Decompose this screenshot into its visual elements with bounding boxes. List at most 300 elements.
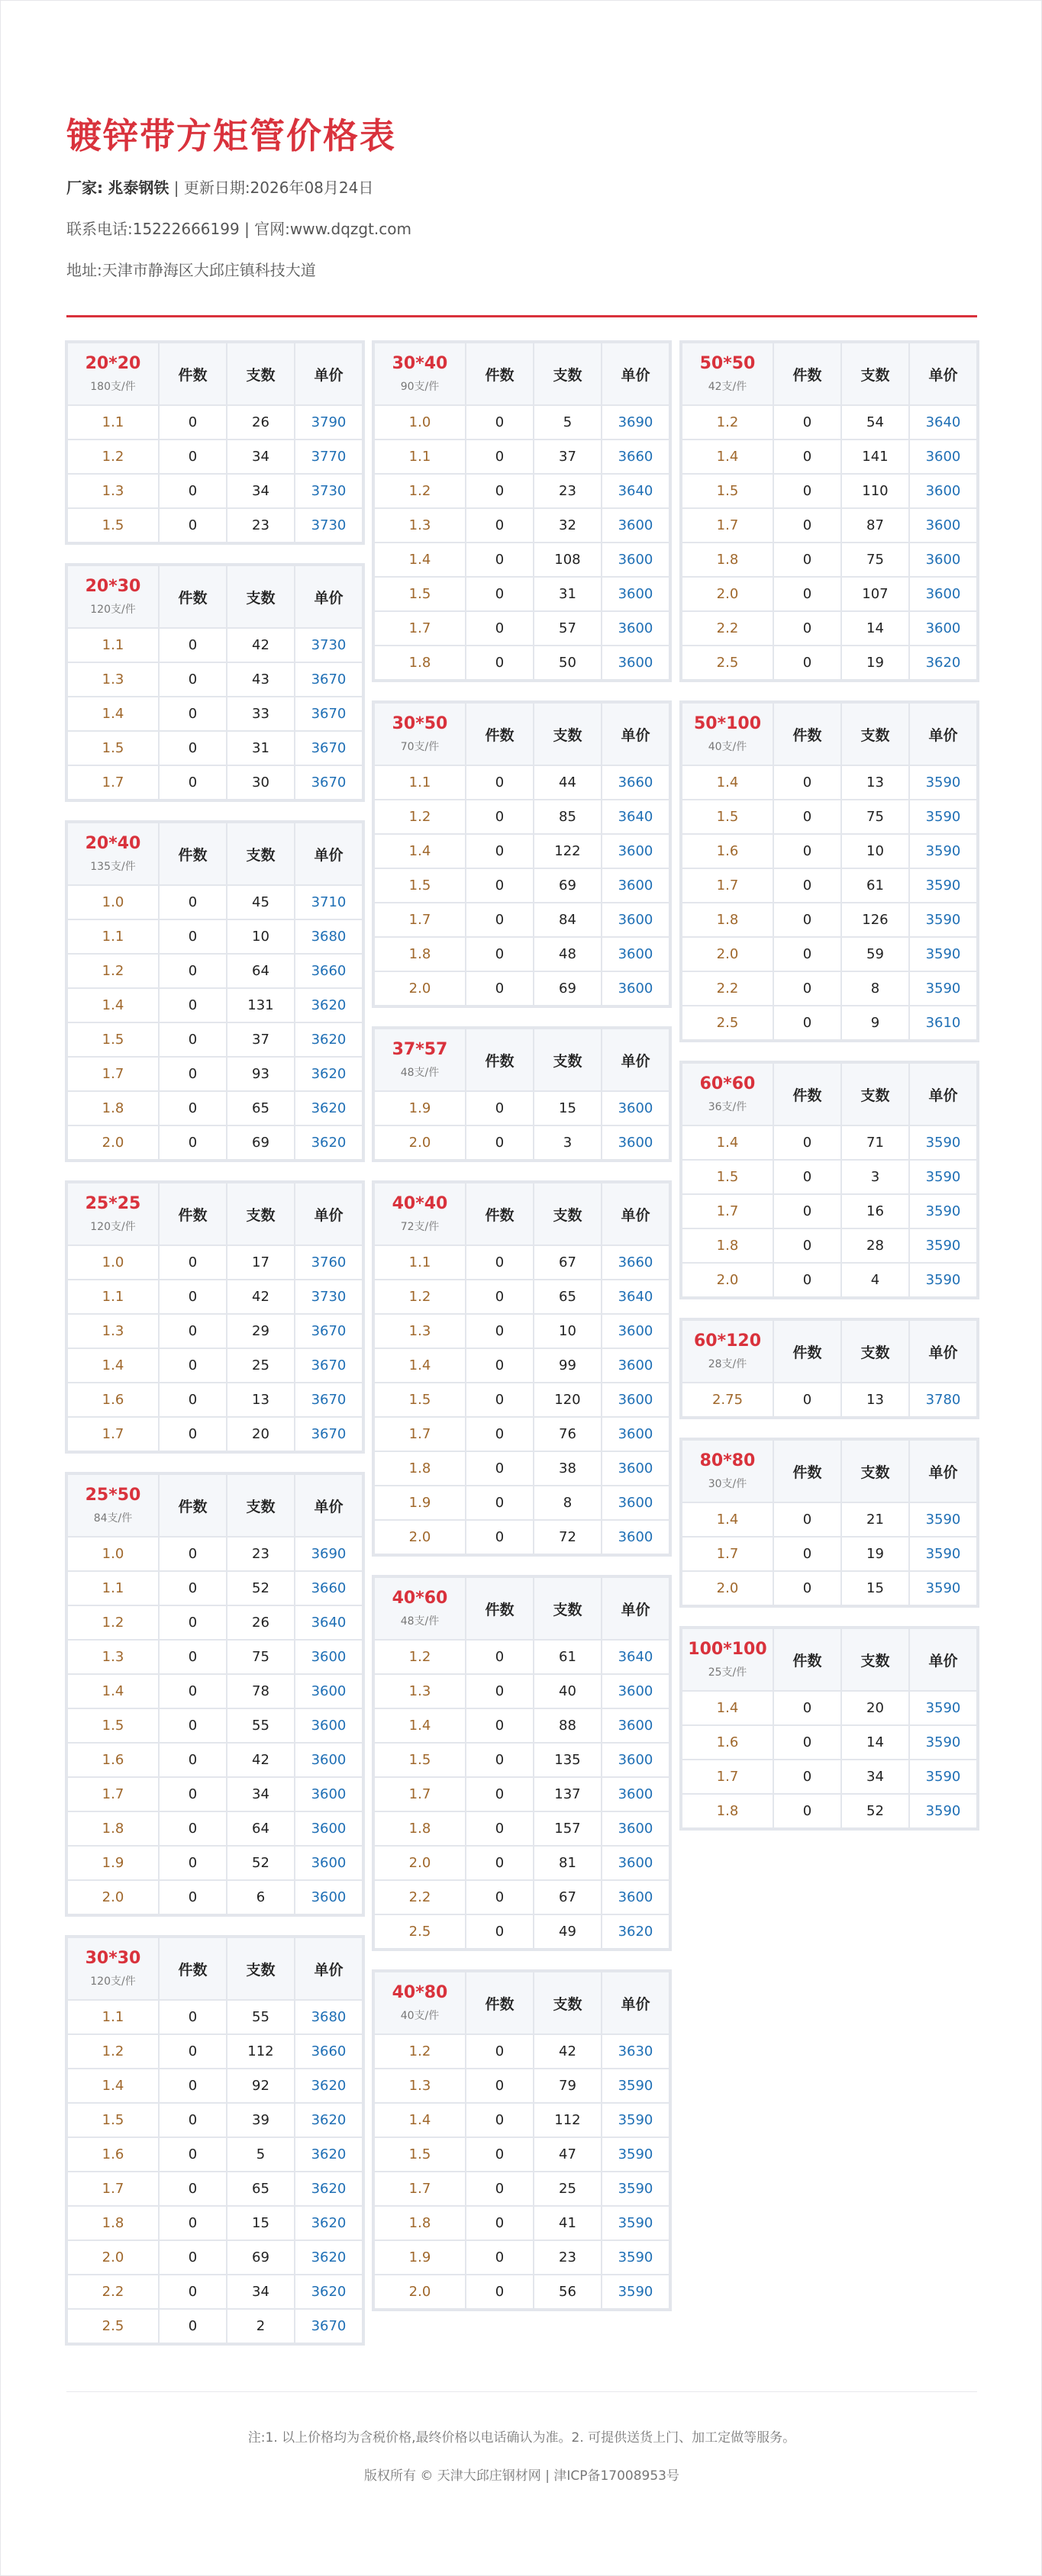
pieces-per-bundle: 72支/件	[400, 1221, 440, 1233]
count-cell: 9	[841, 1006, 909, 1040]
spec-size: 40*60	[392, 1589, 448, 1608]
table-row	[682, 1725, 977, 1760]
count-cell: 126	[841, 903, 909, 937]
thickness-cell: 1.5	[374, 1383, 466, 1417]
thickness-cell: 1.3	[67, 1640, 159, 1674]
count-cell: 34	[227, 474, 295, 508]
page-title: 镀锌带方矩管价格表	[66, 115, 396, 156]
thickness-cell: 1.2	[374, 1280, 466, 1314]
count-cell: 69	[227, 2240, 295, 2275]
thickness-cell: 1.0	[374, 405, 466, 440]
table-row	[374, 1280, 669, 1314]
thickness-cell: 1.8	[682, 903, 773, 937]
price-table	[681, 342, 978, 681]
price-cell: 3600	[295, 1777, 363, 1811]
spec-header	[374, 1029, 466, 1091]
thickness-cell: 1.1	[374, 765, 466, 800]
count-column-header: 支数	[227, 1474, 295, 1537]
count-cell: 108	[534, 543, 602, 577]
price-table	[373, 1028, 670, 1161]
table-row	[374, 1091, 669, 1125]
table-row	[67, 2309, 363, 2343]
table-row	[374, 1846, 669, 1880]
price-cell: 3730	[295, 474, 363, 508]
pieces-cell: 0	[773, 1794, 841, 1828]
price-cell: 3660	[295, 1571, 363, 1605]
count-cell: 137	[534, 1777, 602, 1811]
pieces-cell: 0	[466, 1674, 534, 1708]
price-column-3	[681, 342, 978, 1850]
count-cell: 75	[841, 543, 909, 577]
pieces-cell: 0	[159, 1880, 227, 1914]
price-cell: 3630	[602, 2034, 669, 2069]
table-row	[374, 1451, 669, 1486]
count-cell: 65	[534, 1280, 602, 1314]
table-row	[67, 1348, 363, 1383]
thickness-cell: 1.3	[374, 2069, 466, 2103]
price-cell: 3660	[295, 2034, 363, 2069]
count-column-header: 支数	[534, 343, 602, 405]
count-cell: 55	[227, 1708, 295, 1743]
table-row	[374, 1383, 669, 1417]
price-cell: 3590	[909, 937, 977, 971]
pieces-cell: 0	[466, 1743, 534, 1777]
count-cell: 75	[227, 1640, 295, 1674]
price-cell: 3640	[602, 1280, 669, 1314]
pieces-column-header: 件数	[466, 703, 534, 765]
pieces-cell: 0	[466, 1811, 534, 1846]
table-row	[374, 1417, 669, 1451]
spec-size: 20*20	[85, 354, 141, 373]
price-table	[373, 1182, 670, 1555]
price-table	[66, 1937, 363, 2344]
spec-header	[682, 1320, 773, 1383]
count-column-header: 支数	[841, 1440, 909, 1502]
pieces-cell: 0	[466, 1640, 534, 1674]
thickness-cell: 1.7	[682, 1194, 773, 1228]
pieces-cell: 0	[466, 2137, 534, 2172]
price-cell: 3600	[295, 1880, 363, 1914]
pieces-cell: 0	[159, 2137, 227, 2172]
price-column-1	[66, 342, 363, 2365]
table-row	[67, 1708, 363, 1743]
price-cell: 3680	[295, 2000, 363, 2034]
thickness-cell: 1.0	[67, 1245, 159, 1280]
table-row	[67, 919, 363, 954]
pieces-cell: 0	[773, 440, 841, 474]
table-row	[374, 474, 669, 508]
table-row	[682, 937, 977, 971]
count-column-header: 支数	[227, 565, 295, 628]
thickness-cell: 1.2	[67, 2034, 159, 2069]
price-column-header: 单价	[909, 1628, 977, 1691]
spec-size: 30*40	[392, 354, 448, 373]
price-cell: 3600	[909, 577, 977, 611]
count-column-header: 支数	[534, 703, 602, 765]
pieces-cell: 0	[159, 1640, 227, 1674]
count-cell: 19	[841, 1537, 909, 1571]
table-row	[67, 2275, 363, 2309]
thickness-cell: 2.5	[682, 646, 773, 680]
thickness-cell: 1.1	[374, 440, 466, 474]
price-cell: 3600	[295, 1708, 363, 1743]
price-cell: 3770	[295, 440, 363, 474]
price-column-2	[373, 342, 670, 2331]
spec-size: 20*30	[85, 577, 141, 596]
count-cell: 141	[841, 440, 909, 474]
price-cell: 3600	[909, 611, 977, 646]
pieces-cell: 0	[159, 697, 227, 731]
table-row	[682, 1794, 977, 1828]
address-line: 地址:天津市静海区大邱庄镇科技大道	[66, 261, 316, 280]
table-row	[67, 1057, 363, 1091]
pieces-per-bundle: 180支/件	[90, 381, 136, 393]
price-table	[66, 822, 363, 1161]
count-cell: 112	[534, 2103, 602, 2137]
count-cell: 93	[227, 1057, 295, 1091]
pieces-column-header: 件数	[773, 1320, 841, 1383]
count-cell: 55	[227, 2000, 295, 2034]
thickness-cell: 2.2	[682, 971, 773, 1006]
table-row	[374, 1914, 669, 1949]
price-column-header: 单价	[602, 1577, 669, 1640]
thickness-cell: 1.4	[374, 1708, 466, 1743]
thickness-cell: 1.2	[374, 1640, 466, 1674]
count-cell: 64	[227, 954, 295, 988]
price-cell: 3620	[295, 1022, 363, 1057]
price-cell: 3680	[295, 919, 363, 954]
pieces-cell: 0	[466, 1914, 534, 1949]
table-row	[374, 1348, 669, 1383]
pieces-cell: 0	[773, 903, 841, 937]
count-cell: 43	[227, 662, 295, 697]
spec-size: 60*60	[699, 1074, 756, 1093]
price-cell: 3600	[602, 1777, 669, 1811]
pieces-cell: 0	[159, 2034, 227, 2069]
pieces-cell: 0	[466, 1520, 534, 1554]
pieces-cell: 0	[466, 1777, 534, 1811]
pieces-cell: 0	[159, 2309, 227, 2343]
count-cell: 110	[841, 474, 909, 508]
table-row	[374, 2275, 669, 2309]
thickness-cell: 1.7	[374, 1417, 466, 1451]
price-cell: 3600	[295, 1640, 363, 1674]
pieces-per-bundle: 30支/件	[708, 1478, 747, 1490]
price-cell: 3640	[602, 1640, 669, 1674]
thickness-cell: 1.4	[374, 2103, 466, 2137]
contact-line: 联系电话:15222666199 | 官网:www.dqzgt.com	[66, 220, 411, 239]
table-row	[67, 405, 363, 440]
pieces-cell: 0	[159, 1708, 227, 1743]
count-cell: 78	[227, 1674, 295, 1708]
pieces-cell: 0	[773, 868, 841, 903]
table-row	[374, 971, 669, 1006]
pieces-cell: 0	[159, 2275, 227, 2309]
count-column-header: 支数	[227, 823, 295, 885]
count-cell: 54	[841, 405, 909, 440]
table-row	[682, 611, 977, 646]
pieces-cell: 0	[159, 405, 227, 440]
pieces-cell: 0	[466, 1280, 534, 1314]
pieces-per-bundle: 40支/件	[400, 2010, 440, 2022]
maker-label: 厂家:	[66, 179, 103, 198]
footer-copyright: 版权所有 © 天津大邱庄钢材网 | 津ICP备17008953号	[363, 2468, 679, 2484]
table-row	[67, 1571, 363, 1605]
price-cell: 3600	[602, 1125, 669, 1160]
price-column-header: 单价	[295, 1937, 363, 2000]
thickness-cell: 1.1	[67, 2000, 159, 2034]
page-footer	[66, 2391, 977, 2484]
pieces-cell: 0	[466, 2034, 534, 2069]
thickness-cell: 1.1	[67, 919, 159, 954]
spec-size: 37*57	[392, 1040, 448, 1059]
spec-size: 25*25	[85, 1194, 141, 1213]
pieces-per-bundle: 48支/件	[400, 1615, 440, 1628]
pieces-cell: 0	[159, 1125, 227, 1160]
thickness-cell: 1.4	[67, 2069, 159, 2103]
thickness-cell: 1.7	[67, 765, 159, 800]
count-cell: 34	[227, 440, 295, 474]
count-cell: 29	[227, 1314, 295, 1348]
price-column-header: 单价	[602, 703, 669, 765]
pieces-cell: 0	[466, 1417, 534, 1451]
pieces-column-header: 件数	[466, 1972, 534, 2034]
table-row	[374, 2137, 669, 2172]
price-column-header: 单价	[602, 1183, 669, 1245]
table-row	[682, 834, 977, 868]
pieces-cell: 0	[159, 1057, 227, 1091]
price-cell: 3730	[295, 1280, 363, 1314]
price-cell: 3600	[602, 1520, 669, 1554]
thickness-cell: 2.0	[374, 2275, 466, 2309]
pieces-per-bundle: 36支/件	[708, 1101, 747, 1113]
table-row	[682, 868, 977, 903]
pieces-cell: 0	[466, 611, 534, 646]
count-column-header: 支数	[841, 1063, 909, 1125]
table-row	[374, 834, 669, 868]
pieces-cell: 0	[773, 508, 841, 543]
thickness-cell: 1.8	[682, 1794, 773, 1828]
spec-header	[67, 565, 159, 628]
price-cell: 3590	[909, 868, 977, 903]
thickness-cell: 1.5	[67, 1708, 159, 1743]
pieces-column-header: 件数	[159, 1937, 227, 2000]
table-row	[374, 2034, 669, 2069]
spec-size: 60*120	[693, 1331, 761, 1351]
count-column-header: 支数	[227, 343, 295, 405]
price-cell: 3670	[295, 697, 363, 731]
pieces-cell: 0	[466, 903, 534, 937]
thickness-cell: 1.6	[67, 1743, 159, 1777]
thickness-cell: 1.7	[682, 868, 773, 903]
pieces-per-bundle: 120支/件	[90, 604, 136, 616]
pieces-cell: 0	[159, 1811, 227, 1846]
thickness-cell: 1.2	[374, 2034, 466, 2069]
pieces-cell: 0	[466, 440, 534, 474]
price-cell: 3600	[602, 1846, 669, 1880]
count-cell: 34	[227, 1777, 295, 1811]
price-cell: 3620	[295, 1091, 363, 1125]
pieces-column-header: 件数	[773, 1628, 841, 1691]
table-row	[374, 2069, 669, 2103]
count-cell: 67	[534, 1245, 602, 1280]
pieces-cell: 0	[466, 971, 534, 1006]
price-cell: 3620	[295, 988, 363, 1022]
pieces-column-header: 件数	[773, 703, 841, 765]
spec-header	[682, 1440, 773, 1502]
price-cell: 3600	[909, 508, 977, 543]
table-row	[374, 2206, 669, 2240]
thickness-cell: 1.5	[682, 800, 773, 834]
price-cell: 3730	[295, 628, 363, 662]
table-row	[374, 1708, 669, 1743]
price-cell: 3640	[602, 474, 669, 508]
table-row	[682, 1125, 977, 1160]
thickness-cell: 2.2	[374, 1880, 466, 1914]
thickness-cell: 2.0	[374, 1125, 466, 1160]
price-cell: 3600	[602, 1383, 669, 1417]
count-cell: 3	[534, 1125, 602, 1160]
count-cell: 31	[534, 577, 602, 611]
thickness-cell: 2.0	[682, 577, 773, 611]
price-cell: 3590	[602, 2172, 669, 2206]
thickness-cell: 2.2	[67, 2275, 159, 2309]
spec-size: 40*80	[392, 1983, 448, 2002]
price-cell: 3590	[909, 1571, 977, 1605]
thickness-cell: 1.6	[67, 1383, 159, 1417]
spec-header	[374, 1577, 466, 1640]
count-cell: 10	[534, 1314, 602, 1348]
count-cell: 15	[227, 2206, 295, 2240]
price-cell: 3760	[295, 1245, 363, 1280]
pieces-cell: 0	[159, 1537, 227, 1571]
pieces-cell: 0	[159, 988, 227, 1022]
count-cell: 88	[534, 1708, 602, 1743]
thickness-cell: 1.8	[682, 1228, 773, 1263]
table-row	[374, 765, 669, 800]
price-cell: 3670	[295, 662, 363, 697]
count-cell: 34	[841, 1760, 909, 1794]
pieces-cell: 0	[466, 2172, 534, 2206]
price-table	[66, 1182, 363, 1452]
thickness-cell: 1.5	[374, 2137, 466, 2172]
count-cell: 23	[227, 508, 295, 543]
table-row	[682, 1691, 977, 1725]
count-cell: 8	[534, 1486, 602, 1520]
thickness-cell: 1.1	[67, 628, 159, 662]
thickness-cell: 1.2	[374, 800, 466, 834]
table-row	[374, 1640, 669, 1674]
count-cell: 14	[841, 1725, 909, 1760]
table-row	[374, 1811, 669, 1846]
thickness-cell: 2.0	[374, 971, 466, 1006]
pieces-column-header: 件数	[773, 343, 841, 405]
table-row	[67, 628, 363, 662]
pieces-cell: 0	[466, 800, 534, 834]
price-cell: 3590	[602, 2103, 669, 2137]
price-cell: 3600	[602, 1708, 669, 1743]
price-column-header: 单价	[295, 565, 363, 628]
pieces-cell: 0	[466, 1880, 534, 1914]
thickness-cell: 1.3	[67, 474, 159, 508]
pieces-cell: 0	[159, 1846, 227, 1880]
count-cell: 17	[227, 1245, 295, 1280]
count-cell: 47	[534, 2137, 602, 2172]
thickness-cell: 2.5	[67, 2309, 159, 2343]
pieces-cell: 0	[466, 937, 534, 971]
pieces-per-bundle: 70支/件	[400, 741, 440, 753]
price-cell: 3590	[909, 1228, 977, 1263]
table-row	[374, 937, 669, 971]
price-table	[681, 1062, 978, 1298]
thickness-cell: 1.2	[682, 405, 773, 440]
pieces-cell: 0	[159, 954, 227, 988]
pieces-cell: 0	[159, 885, 227, 919]
price-column-header: 单价	[909, 1320, 977, 1383]
pieces-cell: 0	[466, 2240, 534, 2275]
table-row	[67, 697, 363, 731]
price-table	[681, 1319, 978, 1418]
count-cell: 92	[227, 2069, 295, 2103]
count-cell: 8	[841, 971, 909, 1006]
thickness-cell: 1.7	[67, 2172, 159, 2206]
thickness-cell: 1.8	[67, 1091, 159, 1125]
pieces-cell: 0	[773, 1125, 841, 1160]
price-cell: 3640	[295, 1605, 363, 1640]
table-row	[374, 1880, 669, 1914]
price-cell: 3590	[909, 1125, 977, 1160]
spec-header	[67, 1937, 159, 2000]
pieces-per-bundle: 28支/件	[708, 1358, 747, 1370]
pieces-column-header: 件数	[159, 343, 227, 405]
pieces-cell: 0	[159, 1743, 227, 1777]
price-cell: 3590	[909, 1691, 977, 1725]
spec-size: 20*40	[85, 834, 141, 853]
price-column-header: 单价	[602, 1972, 669, 2034]
pieces-per-bundle: 40支/件	[708, 741, 747, 753]
count-cell: 26	[227, 1605, 295, 1640]
count-cell: 10	[227, 919, 295, 954]
thickness-cell: 1.4	[682, 440, 773, 474]
thickness-cell: 1.5	[682, 1160, 773, 1194]
count-cell: 39	[227, 2103, 295, 2137]
thickness-cell: 1.1	[374, 1245, 466, 1280]
pieces-cell: 0	[159, 2103, 227, 2137]
count-cell: 79	[534, 2069, 602, 2103]
table-row	[67, 1314, 363, 1348]
pieces-column-header: 件数	[159, 823, 227, 885]
price-cell: 3600	[602, 1091, 669, 1125]
count-cell: 107	[841, 577, 909, 611]
thickness-cell: 1.8	[67, 1811, 159, 1846]
pieces-cell: 0	[159, 1417, 227, 1451]
thickness-cell: 1.4	[682, 765, 773, 800]
price-cell: 3600	[602, 1314, 669, 1348]
table-row	[67, 2240, 363, 2275]
pieces-cell: 0	[159, 2172, 227, 2206]
count-cell: 37	[534, 440, 602, 474]
count-cell: 37	[227, 1022, 295, 1057]
thickness-cell: 1.7	[374, 611, 466, 646]
price-cell: 3590	[909, 800, 977, 834]
thickness-cell: 1.3	[374, 508, 466, 543]
count-cell: 2	[227, 2309, 295, 2343]
table-row	[374, 611, 669, 646]
pieces-per-bundle: 120支/件	[90, 1975, 136, 1988]
spec-size: 80*80	[699, 1451, 756, 1470]
footer-note: 注:1. 以上价格均为含税价格,最终价格以电话确认为准。2. 可提供送货上门、加工定做等服务。	[247, 2430, 796, 2446]
count-cell: 20	[841, 1691, 909, 1725]
